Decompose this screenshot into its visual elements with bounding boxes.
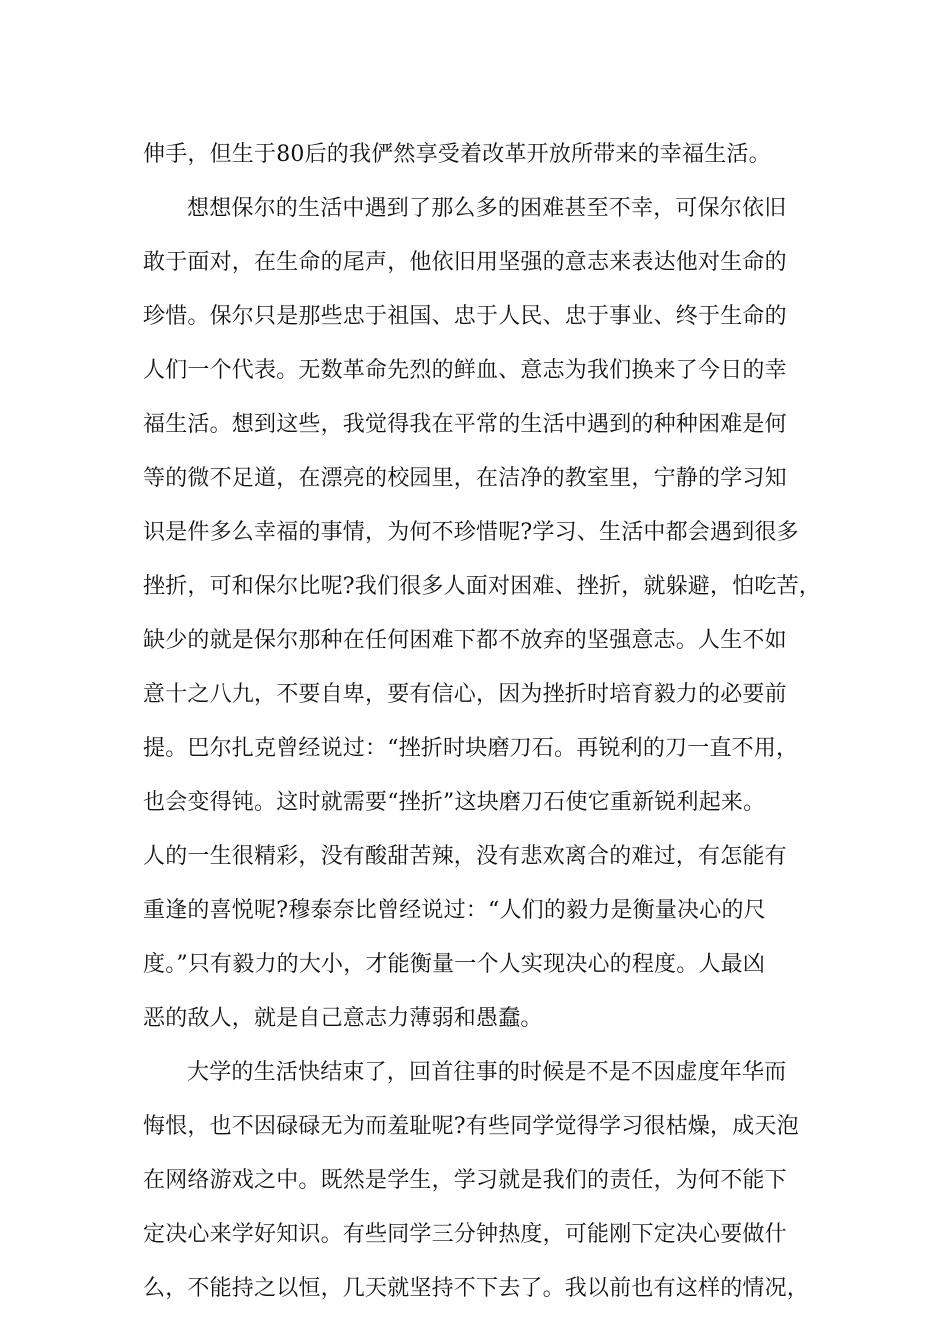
text-line: 想想保尔的生活中遇到了那么多的困难甚至不幸，可保尔依旧	[187, 196, 787, 221]
text-line: 敢于面对，在生命的尾声，他依旧用坚强的意志来表达他对生命的	[143, 250, 787, 275]
text-line: 人们一个代表。无数革命先烈的鲜血、意志为我们换来了今日的幸	[143, 358, 787, 383]
text-line: 意十之八九，不要自卑，要有信心，因为挫折时培育毅力的必要前	[143, 682, 787, 707]
text-line: 珍惜。保尔只是那些忠于祖国、忠于人民、忠于事业、终于生命的	[143, 304, 787, 329]
text-line: 重逢的喜悦呢?穆泰奈比曾经说过：“人们的毅力是衡量决心的尺	[143, 898, 766, 923]
text-line: 在网络游戏之中。既然是学生，学习就是我们的责任，为何不能下	[143, 1168, 787, 1193]
paragraph-1	[143, 128, 827, 182]
text-line: 人的一生很精彩，没有酸甜苦辣，没有悲欢离合的难过，有怎能有	[143, 844, 787, 869]
text-line: 缺少的就是保尔那种在任何困难下都不放弃的坚强意志。人生不如	[143, 628, 787, 653]
text-line: 福生活。想到这些，我觉得我在平常的生活中遇到的种种困难是何	[143, 412, 787, 437]
text-line: 也会变得钝。这时就需要“挫折”这块磨刀石使它重新锐利起来。	[143, 790, 766, 815]
text-line: 伸手，但生于80后的我俨然享受着改革开放所带来的幸福生活。	[143, 142, 771, 167]
text-line: 悔恨，也不因碌碌无为而羞耻呢?有些同学觉得学习很枯燥，成天泡	[143, 1114, 799, 1139]
text-line: 挫折，可和保尔比呢?我们很多人面对困难、挫折，就躲避，怕吃苦，	[143, 574, 821, 599]
body-text	[143, 128, 827, 1316]
text-line: 么，不能持之以恒，几天就坚持不下去了。我以前也有这样的情况，	[143, 1276, 810, 1301]
paragraph-2	[143, 182, 827, 1046]
text-line: 识是件多么幸福的事情，为何不珍惜呢?学习、生活中都会遇到很多	[143, 520, 799, 545]
text-line: 提。巴尔扎克曾经说过：“挫折时块磨刀石。再锐利的刀一直不用，	[143, 736, 799, 761]
text-line: 恶的敌人，就是自己意志力薄弱和愚蠢。	[143, 1006, 543, 1031]
text-line: 等的微不足道，在漂亮的校园里，在洁净的教室里，宁静的学习知	[143, 466, 787, 491]
text-line: 定决心来学好知识。有些同学三分钟热度，可能刚下定决心要做什	[143, 1222, 787, 1247]
text-line: 大学的生活快结束了，回首往事的时候是不是不因虚度年华而	[187, 1060, 787, 1085]
paragraph-3	[143, 1046, 827, 1316]
text-line: 度。”只有毅力的大小，才能衡量一个人实现决心的程度。人最凶	[143, 952, 766, 977]
